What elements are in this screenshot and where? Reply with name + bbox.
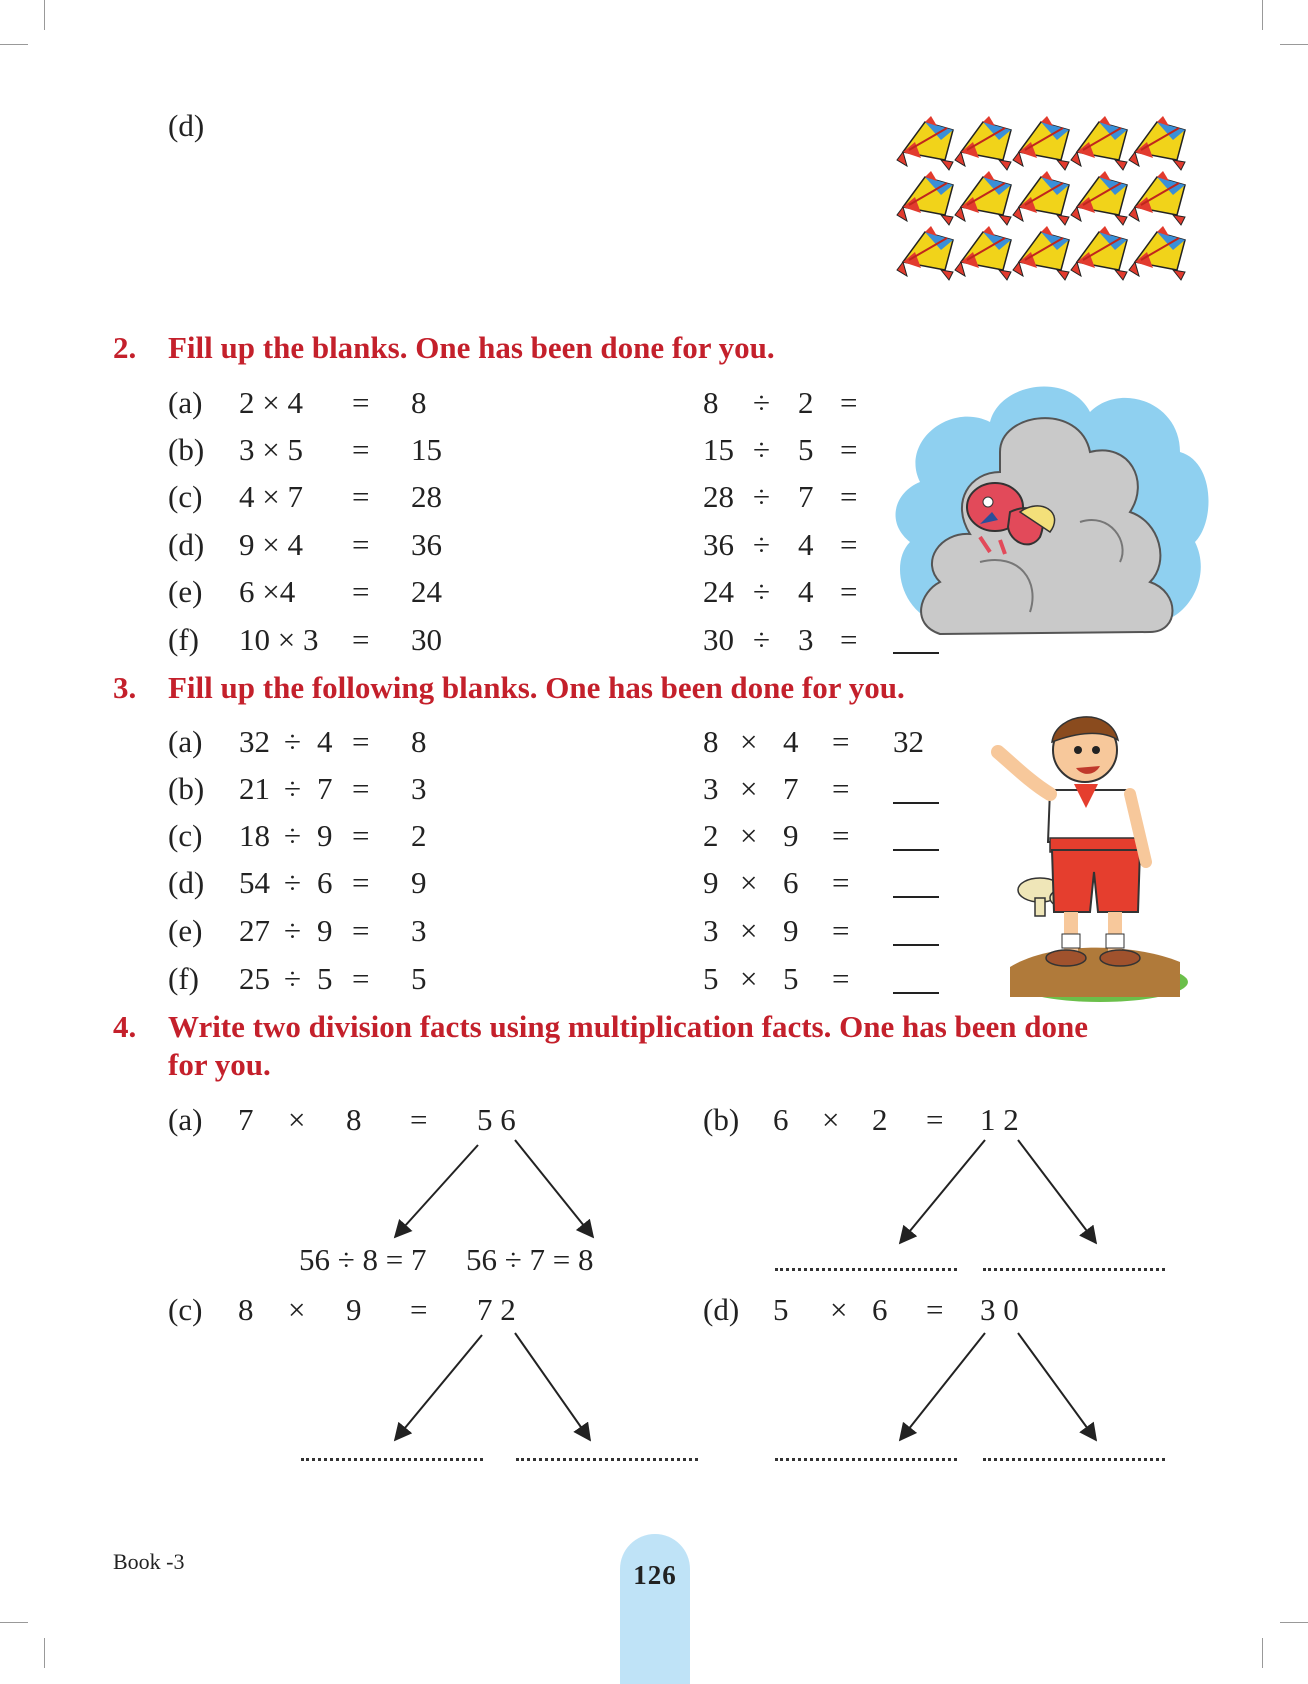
times-sign: ×	[288, 1292, 306, 1327]
factor-1: 3	[703, 771, 719, 806]
product: 15	[411, 432, 442, 467]
times-sign: ×	[740, 961, 758, 996]
divisor: 9	[317, 818, 333, 853]
factor-2: 9	[346, 1292, 362, 1327]
multiplication-expression: 6 ×4	[239, 574, 296, 609]
factor-1: 5	[773, 1292, 789, 1327]
factor-2: 6	[872, 1292, 888, 1327]
equals-sign: =	[352, 771, 370, 806]
page-number-tab	[620, 1534, 690, 1684]
q4-title-line1: Write two division facts using multiplication facts. One has been done	[168, 1009, 1089, 1044]
factor-1: 7	[238, 1102, 254, 1137]
equals-sign: =	[352, 479, 370, 514]
equals-sign: =	[352, 432, 370, 467]
factor-2: 7	[783, 771, 799, 806]
equals-sign: =	[352, 385, 370, 420]
row-label: (d)	[168, 865, 205, 900]
equals-sign: =	[352, 913, 370, 948]
factor-2: 9	[783, 913, 799, 948]
divide-sign: ÷	[753, 479, 771, 514]
divisor: 4	[798, 527, 814, 562]
q3-title: Fill up the following blanks. One has been done for you.	[168, 670, 905, 705]
factor-1: 8	[703, 724, 719, 759]
equals-sign: =	[926, 1102, 944, 1137]
division-fact-1: 56 ÷ 8 = 7	[299, 1242, 427, 1277]
product: 36	[411, 527, 442, 562]
dividend: 8	[703, 385, 719, 420]
factor-1: 5	[703, 961, 719, 996]
row-label: (e)	[168, 574, 203, 609]
equals-sign: =	[926, 1292, 944, 1327]
factor-2: 5	[783, 961, 799, 996]
row-label: (f)	[168, 622, 199, 657]
equals-sign: =	[840, 527, 858, 562]
answer: 32	[893, 724, 924, 759]
row-label: (e)	[168, 913, 203, 948]
equals-sign: =	[832, 961, 850, 996]
item-label: (b)	[703, 1102, 740, 1137]
multiplication-expression: 3 × 5	[239, 432, 303, 467]
arrow-left	[395, 1335, 482, 1440]
divide-sign: ÷	[753, 432, 771, 467]
row-label: (c)	[168, 818, 203, 853]
quotient: 9	[411, 865, 427, 900]
dividend: 30	[703, 622, 734, 657]
row-label: (c)	[168, 479, 203, 514]
equals-sign: =	[832, 724, 850, 759]
item-label: (a)	[168, 1102, 203, 1137]
arrow-right	[1018, 1140, 1096, 1243]
factor-2: 9	[783, 818, 799, 853]
divisor: 9	[317, 913, 333, 948]
factor-1: 9	[703, 865, 719, 900]
equals-sign: =	[410, 1292, 428, 1327]
divide-sign: ÷	[753, 385, 771, 420]
equals-sign: =	[840, 479, 858, 514]
product: 30	[411, 622, 442, 657]
divisor: 7	[798, 479, 814, 514]
arrow-left	[900, 1140, 985, 1243]
equals-sign: =	[352, 527, 370, 562]
divisor: 3	[798, 622, 814, 657]
equals-sign: =	[352, 961, 370, 996]
equals-sign: =	[832, 913, 850, 948]
product: 24	[411, 574, 442, 609]
quotient: 2	[411, 818, 427, 853]
equals-sign: =	[352, 818, 370, 853]
factor-2: 6	[783, 865, 799, 900]
item-label: (c)	[168, 1292, 203, 1327]
divide-sign: ÷	[284, 961, 302, 996]
times-sign: ×	[740, 771, 758, 806]
book-label: Book -3	[113, 1549, 185, 1574]
factor-2: 8	[346, 1102, 362, 1137]
arrow-right	[1018, 1333, 1096, 1440]
row-label: (f)	[168, 961, 199, 996]
q2-title: Fill up the blanks. One has been done for you.	[168, 330, 775, 365]
times-sign: ×	[740, 818, 758, 853]
equals-sign: =	[840, 574, 858, 609]
divide-sign: ÷	[284, 818, 302, 853]
product: 7 2	[477, 1292, 516, 1327]
divisor: 2	[798, 385, 814, 420]
equals-sign: =	[352, 574, 370, 609]
times-sign: ×	[288, 1102, 306, 1137]
divide-sign: ÷	[284, 913, 302, 948]
page-number: 126	[633, 1560, 677, 1590]
q2-number: 2.	[113, 330, 137, 365]
equals-sign: =	[840, 385, 858, 420]
factor-1: 6	[773, 1102, 789, 1137]
dividend: 32	[239, 724, 270, 759]
product: 5 6	[477, 1102, 516, 1137]
divide-sign: ÷	[753, 574, 771, 609]
quotient: 3	[411, 913, 427, 948]
times-sign: ×	[740, 913, 758, 948]
equals-sign: =	[840, 432, 858, 467]
product: 3 0	[980, 1292, 1019, 1327]
factor-1: 3	[703, 913, 719, 948]
equals-sign: =	[832, 771, 850, 806]
dividend: 15	[703, 432, 734, 467]
division-fact-2: 56 ÷ 7 = 8	[466, 1242, 594, 1277]
q4-number: 4.	[113, 1009, 137, 1044]
product: 28	[411, 479, 442, 514]
divide-sign: ÷	[284, 724, 302, 759]
times-sign: ×	[740, 724, 758, 759]
divisor: 4	[798, 574, 814, 609]
dividend: 21	[239, 771, 270, 806]
times-sign: ×	[822, 1102, 840, 1137]
divide-sign: ÷	[753, 622, 771, 657]
equals-sign: =	[832, 818, 850, 853]
factor-1: 2	[703, 818, 719, 853]
arrow-left	[900, 1333, 985, 1440]
quotient: 5	[411, 961, 427, 996]
equals-sign: =	[832, 865, 850, 900]
row-label: (a)	[168, 724, 203, 759]
equals-sign: =	[352, 724, 370, 759]
dividend: 24	[703, 574, 734, 609]
times-sign: ×	[830, 1292, 848, 1327]
divisor: 5	[798, 432, 814, 467]
divisor: 4	[317, 724, 333, 759]
equals-sign: =	[352, 865, 370, 900]
row-label: (b)	[168, 432, 205, 467]
row-label: (b)	[168, 771, 205, 806]
product: 8	[411, 385, 427, 420]
quotient: 8	[411, 724, 427, 759]
q1-label-d: (d)	[168, 108, 205, 143]
dividend: 28	[703, 479, 734, 514]
dividend: 18	[239, 818, 270, 853]
divide-sign: ÷	[284, 771, 302, 806]
equals-sign: =	[352, 622, 370, 657]
multiplication-expression: 4 × 7	[239, 479, 303, 514]
divide-sign: ÷	[753, 527, 771, 562]
equals-sign: =	[840, 622, 858, 657]
multiplication-expression: 9 × 4	[239, 527, 303, 562]
divisor: 5	[317, 961, 333, 996]
dividend: 54	[239, 865, 270, 900]
row-label: (a)	[168, 385, 203, 420]
arrow-right	[515, 1140, 593, 1237]
multiplication-expression: 10 × 3	[239, 622, 319, 657]
dividend: 25	[239, 961, 270, 996]
divisor: 6	[317, 865, 333, 900]
item-label: (d)	[703, 1292, 740, 1327]
product: 1 2	[980, 1102, 1019, 1137]
arrow-right	[515, 1333, 590, 1440]
quotient: 3	[411, 771, 427, 806]
q3-number: 3.	[113, 670, 137, 705]
divide-sign: ÷	[284, 865, 302, 900]
factor-1: 8	[238, 1292, 254, 1327]
q4-title-line2: for you.	[168, 1047, 271, 1082]
dividend: 36	[703, 527, 734, 562]
factor-2: 4	[783, 724, 799, 759]
divisor: 7	[317, 771, 333, 806]
factor-2: 2	[872, 1102, 888, 1137]
dividend: 27	[239, 913, 270, 948]
multiplication-expression: 2 × 4	[239, 385, 303, 420]
arrow-left	[395, 1145, 478, 1237]
row-label: (d)	[168, 527, 205, 562]
times-sign: ×	[740, 865, 758, 900]
equals-sign: =	[410, 1102, 428, 1137]
